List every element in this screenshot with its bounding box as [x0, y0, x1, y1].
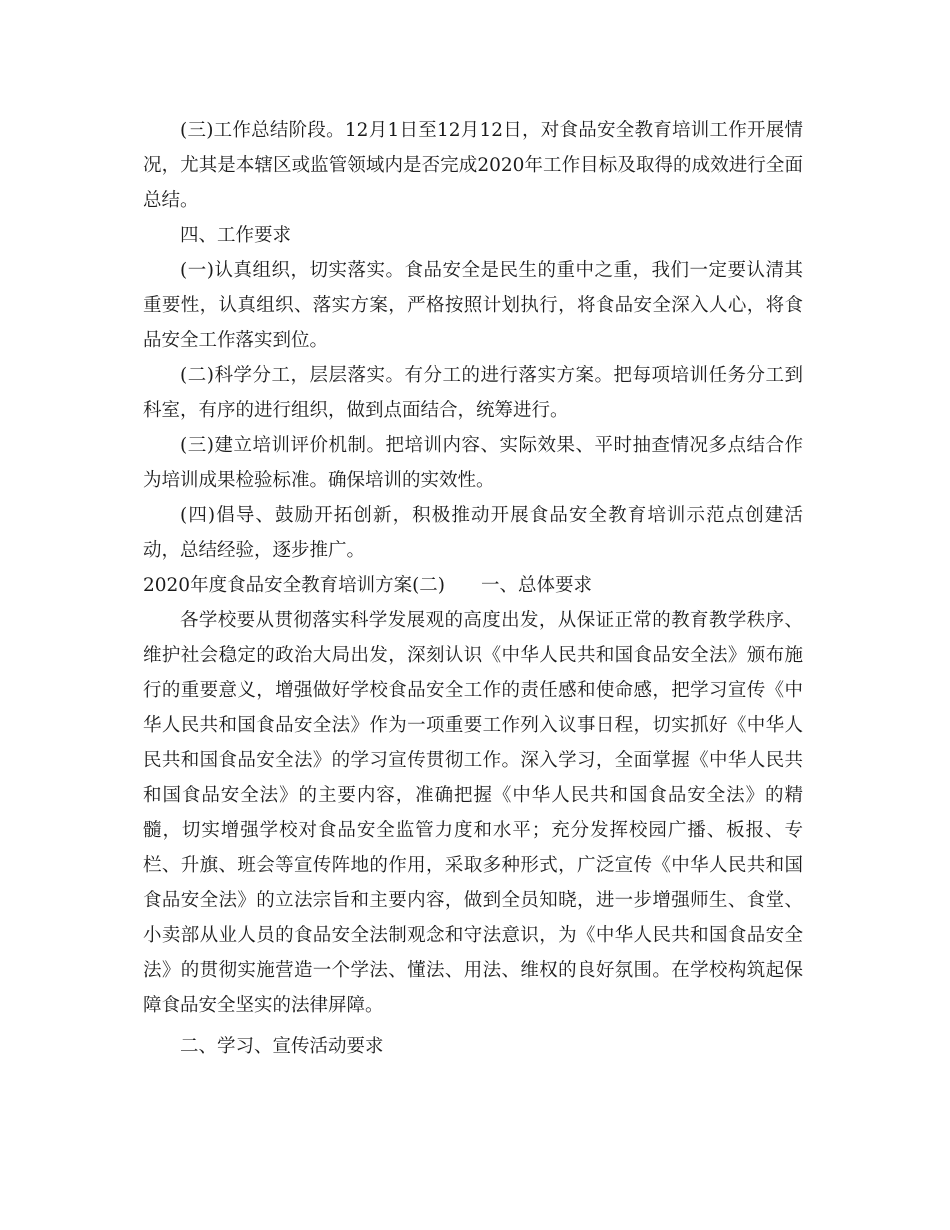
document-body: [143, 113, 803, 1064]
paragraph-overall-requirements: 各学校要从贯彻落实科学发展观的高度出发，从保证正常的教育教学秩序、维护社会稳定的政治大局出发，深刻认识《中华人民共和国食品安全法》颁布施行的重要意义，增强做好学校食品安全工作的责任感和使命感，把学习宣传《中华人民共和国食品安全法》作为一项重要工作列入议事日程，切实抓好《中华人民共和国食品安全法》的学习宣传贯彻工作。深入学习，全面掌握《中华人民共和国食品安全法》的主要内容，准确把握《中华人民共和国食品安全法》的精髓，切实增强学校对食品安全监管力度和水平；充分发挥校园广播、板报、专栏、升旗、班会等宣传阵地的作用，采取多种形式，广泛宣传《中华人民共和国食品安全法》的立法宗旨和主要内容，做到全员知晓，进一步增强师生、食堂、小卖部从业人员的食品安全法制观念和守法意识，为《中华人民共和国食品安全法》的贯彻实施营造一个学法、懂法、用法、维权的良好氛围。在学校构筑起保障食品安全坚实的法律屏障。: [143, 610, 803, 1016]
paragraph-requirement-3: (三)建立培训评价机制。把培训内容、实际效果、平时抽查情况多点结合作为培训成果检验标准。确保培训的实效性。: [143, 435, 803, 491]
section-heading-work-requirements: 四、工作要求: [180, 225, 292, 246]
section-heading-overall-requirements: 一、总体要求: [481, 575, 593, 596]
document-title: 2020年度食品安全教育培训方案(二): [143, 575, 446, 596]
paragraph-requirement-1: (一)认真组织，切实落实。食品安全是民生的重中之重，我们一定要认清其重要性，认真组织、落实方案，严格按照计划执行，将食品安全深入人心，将食品安全工作落实到位。: [143, 260, 803, 351]
section-heading-study-activities: 二、学习、宣传活动要求: [180, 1036, 384, 1057]
document-title-line: [143, 568, 803, 603]
paragraph-requirement-2: (二)科学分工，层层落实。有分工的进行落实方案。把每项培训任务分工到科室，有序的进行组织，做到点面结合，统筹进行。: [143, 365, 803, 421]
paragraph-work-summary: (三)工作总结阶段。12月1日至12月12日，对食品安全教育培训工作开展情况，尤其是本辖区或监管领域内是否完成2020年工作目标及取得的成效进行全面总结。: [143, 120, 803, 211]
paragraph-requirement-4: (四)倡导、鼓励开拓创新，积极推动开展食品安全教育培训示范点创建活动，总结经验，逐步推广。: [143, 505, 803, 561]
